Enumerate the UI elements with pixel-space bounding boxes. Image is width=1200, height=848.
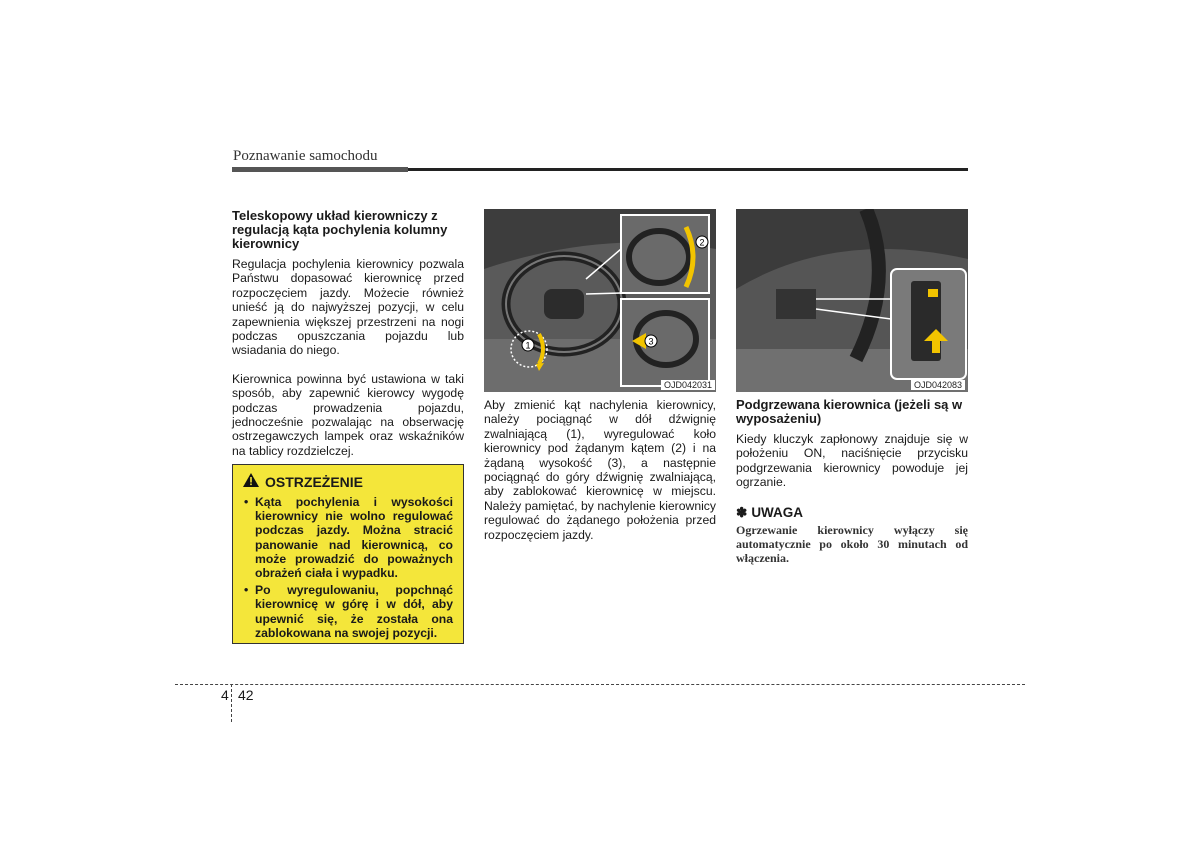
paragraph-tilt-procedure: Aby zmienić kąt nachylenia kierownicy, należy pociągnąć w dół dźwignię zwalniającą (1), wyregulować koło kierownicy pod żądanym kątem (2) i na żądaną wysokość (3), a następnie pociągnąć do góry dźwignię zwalniającą, aby zablokować kierownicę w miejscu. Należy pamiętać, by nachylenie kierownicy regulować do żądanego położenia przed rozpoczęciem jazdy. bbox=[484, 398, 716, 542]
warning-triangle-icon bbox=[243, 473, 259, 490]
section-title: Poznawanie samochodu bbox=[233, 148, 378, 164]
heading-telescopic-steering: Teleskopowy układ kierowniczy z regulacją kąta pochylenia kolumny kierownicy bbox=[232, 208, 448, 251]
chapter-number: 4 bbox=[221, 687, 229, 703]
note-header bbox=[736, 506, 968, 520]
note-star-icon: ✽ bbox=[736, 504, 748, 520]
footer-vertical-divider bbox=[231, 684, 232, 722]
note-title: UWAGA bbox=[751, 504, 804, 520]
warning-header bbox=[243, 473, 453, 490]
warning-box bbox=[232, 464, 464, 644]
paragraph-heated-wheel: Kiedy kluczyk zapłonowy znajduje się w położeniu ON, naciśnięcie przycisku podgrzewania kierownicy powoduje jej ogrzanie. bbox=[736, 432, 968, 490]
note-body: Ogrzewanie kierownicy wyłączy się automatycznie po około 30 minutach od włączenia. bbox=[736, 523, 968, 566]
column-1 bbox=[232, 209, 464, 458]
figure-caption: OJD042031 bbox=[661, 380, 715, 390]
heated-wheel-illustration bbox=[736, 209, 968, 392]
warning-title: OSTRZEŻENIE bbox=[265, 473, 364, 490]
steering-adjustment-figure bbox=[484, 209, 716, 392]
column-2 bbox=[484, 398, 716, 542]
paragraph-wheel-position: Kierownica powinna być ustawiona w taki sposób, aby zapewnić kierowcy wygodę podczas prowadzenia pojazdu, jednocześnie pozwalając na obserwację ostrzegawczych lampek oraz wskaźników na tablicy rozdzielczej. bbox=[232, 371, 464, 458]
warning-item: • Po wyregulowaniu, popchnąć kierownicę w górę i w dół, aby upewnić się, że została ona zablokowana na swojej pozycji. bbox=[255, 583, 453, 640]
page-number: 42 bbox=[238, 687, 254, 703]
footer-divider bbox=[175, 684, 1025, 685]
figure-caption: OJD042083 bbox=[911, 380, 965, 390]
paragraph-tilt-intro: Regulacja pochylenia kierownicy pozwala Państwu dopasować kierownicę przed rozpoczęciem jazdy. Możecie również unieść ją do najwyższej pozycji, w celu zapewnienia większej przestrzeni na nogi podczas opuszczania pojazdu lub wsiadania do niego. bbox=[232, 257, 464, 358]
column-3 bbox=[736, 398, 968, 565]
warning-item: • Kąta pochylenia i wysokości kierownicy nie wolno regulować podczas jazdy. Można stracić panowanie nad kierownicą, co może prowadzić do poważnych obrażeń ciała i wypadku. bbox=[255, 495, 453, 580]
header-rule-accent bbox=[232, 167, 408, 172]
callout-2: 2 bbox=[699, 237, 705, 248]
heated-wheel-figure bbox=[736, 209, 968, 392]
callout-3: 3 bbox=[648, 336, 654, 347]
steering-adjustment-illustration bbox=[484, 209, 716, 392]
callout-1: 1 bbox=[525, 340, 531, 351]
heading-heated-wheel: Podgrzewana kierownica (jeżeli są w wyposażeniu) bbox=[736, 397, 963, 426]
warning-list bbox=[243, 495, 453, 640]
